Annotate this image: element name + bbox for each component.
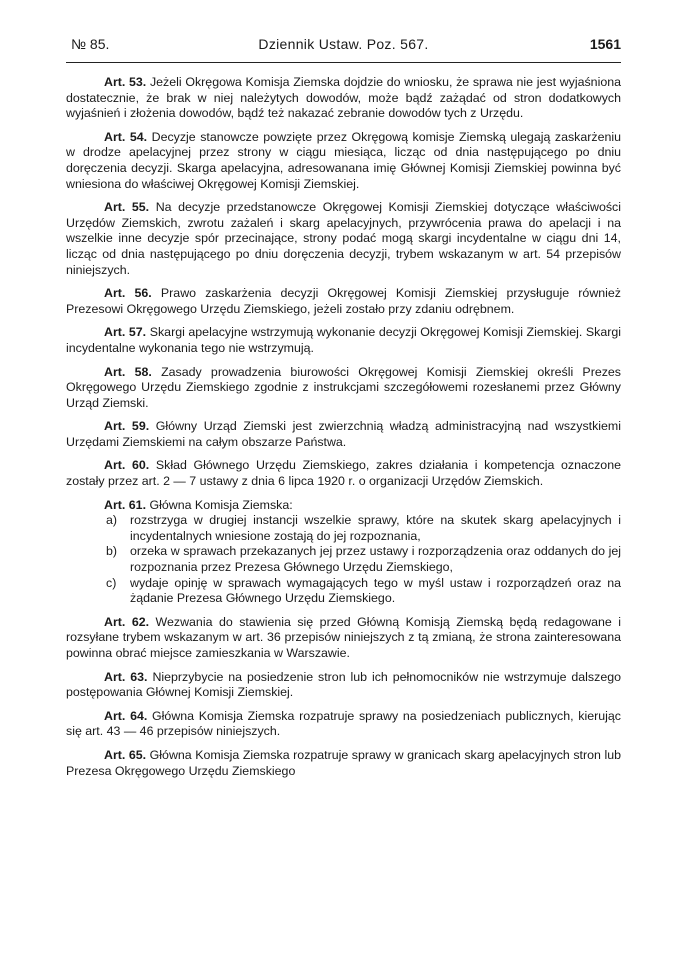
list-item-text: wydaje opinję w sprawach wymagających tego w myśl ustaw i rozporządzeń oraz na żądanie Prezesa Głównego Urzędu Ziemskiego. bbox=[130, 575, 621, 606]
article-56 bbox=[66, 286, 621, 317]
article-64 bbox=[66, 709, 621, 740]
article-60 bbox=[66, 458, 621, 489]
list-item bbox=[66, 544, 621, 575]
article-text: Główna Komisja Ziemska rozpatruje sprawy na posiedzeniach publicznych, kierując się art. 43 — 46 przepisów niniejszych. bbox=[66, 708, 621, 739]
article-label: Art. 61. bbox=[104, 497, 147, 512]
article-text: Nieprzybycie na posiedzenie stron lub ich pełnomocników nie wstrzymuje dalszego postępowania Głównej Komisji Ziemskiej. bbox=[66, 669, 621, 700]
article-label: Art. 57. bbox=[104, 325, 147, 340]
article-intro: Główna Komisja Ziemska: bbox=[149, 497, 293, 512]
article-57 bbox=[66, 325, 621, 356]
issue-number: № 85. bbox=[71, 36, 110, 52]
article-label: Art. 65. bbox=[104, 747, 147, 762]
article-label: Art. 59. bbox=[104, 419, 150, 434]
article-text: Prawo zaskarżenia decyzji Okręgowej Komisji Ziemskiej przysługuje również Prezesowi Okręgowego Urzędu Ziemskiego, jeżeli zostało przy zdaniu odrębnem. bbox=[66, 286, 621, 316]
article-text: Decyzje stanowcze powzięte przez Okręgową komisje Ziemską ulegają zaskarżeniu w drodze apelacyjnej przez strony w ciągu miesiąca, licząc od dnia następującego po dniu doręczenia decyzji. Skarga apelacyjna, adresowanana imię Głównej Komisji Ziemskiej powinna być wniesiona do właściwej Okręgowej Komisji Ziemskiej. bbox=[66, 129, 621, 191]
list-item bbox=[66, 513, 621, 544]
article-label: Art. 53. bbox=[104, 75, 147, 89]
page-header bbox=[66, 30, 621, 52]
article-65 bbox=[66, 748, 621, 779]
list-item-text: orzeka w sprawach przekazanych jej przez ustawy i rozporządzenia oraz oddanych do jej rozpoznania przez Prezesa Głównego Urzędu Ziemskiego, bbox=[130, 544, 621, 575]
article-59 bbox=[66, 419, 621, 450]
article-62 bbox=[66, 615, 621, 662]
article-63 bbox=[66, 670, 621, 701]
article-label: Art. 55. bbox=[104, 200, 150, 215]
list-marker: c) bbox=[106, 575, 117, 590]
article-label: Art. 64. bbox=[104, 708, 148, 723]
article-label: Art. 54. bbox=[104, 129, 148, 144]
article-61 bbox=[66, 498, 621, 514]
article-text: Jeżeli Okręgowa Komisja Ziemska dojdzie do wniosku, że sprawa nie jest wyjaśniona dostatecznie, że brak w niej należytych dowodów, może bądź zażądać od stron dodatkowych wyjaśnień i złożenia dowodów, bądź też nakazać zebranie dowodów tych z Urzędu. bbox=[66, 75, 621, 121]
document-page bbox=[66, 30, 621, 787]
list-marker: a) bbox=[106, 513, 118, 528]
list-item bbox=[66, 576, 621, 607]
article-58 bbox=[66, 365, 621, 412]
article-label: Art. 56. bbox=[104, 286, 152, 301]
journal-title: Dziennik Ustaw. Poz. 567. bbox=[258, 36, 429, 52]
article-label: Art. 58. bbox=[104, 364, 152, 379]
article-label: Art. 60. bbox=[104, 458, 150, 473]
article-text: Skład Głównego Urzędu Ziemskiego, zakres działania i kompetencja oznaczone zostały przez art. 2 — 7 ustawy z dnia 6 lipca 1920 r. o organizacji Urzędów Ziemskich. bbox=[66, 458, 621, 489]
article-text: Zasady prowadzenia biurowości Okręgowej Komisji Ziemskiej określi Prezes Okręgowego Urzędu Ziemskiego zgodnie z instrukcjami szczegółowemi rozesłanemi przez Główny Urząd Ziemski. bbox=[66, 364, 621, 410]
article-53 bbox=[66, 75, 621, 122]
article-61-list bbox=[66, 513, 621, 607]
article-54 bbox=[66, 130, 621, 192]
article-label: Art. 62. bbox=[104, 614, 150, 629]
article-text: Skargi apelacyjne wstrzymują wykonanie decyzji Okręgowej Komisji Ziemskiej. Skargi incydentalne wykonania tego nie wstrzymują. bbox=[66, 325, 622, 355]
article-text: Wezwania do stawienia się przed Główną Komisją Ziemską będą redagowane i rozsyłane trybem wskazanym w art. 36 przepisów niniejszych z tą zmianą, że strona zainteresowana powinna obrać miejsce zamieszkania w Warszawie. bbox=[66, 614, 621, 660]
list-marker: b) bbox=[106, 544, 118, 559]
article-55 bbox=[66, 200, 621, 278]
article-text: Główna Komisja Ziemska rozpatruje sprawy w granicach skarg apelacyjnych stron lub Prezesa Okręgowego Urzędu Ziemskiego bbox=[66, 747, 621, 778]
article-text: Główny Urząd Ziemski jest zwierzchnią władzą administracyjną nad wszystkiemi Urzędami Ziemskiemi na całym obszarze Państwa. bbox=[66, 419, 622, 449]
list-item-text: rozstrzyga w drugiej instancji wszelkie sprawy, które na skutek skarg apelacyjnych i incydentalnych wniesione zostają do jej rozpoznania, bbox=[130, 513, 621, 543]
article-text: Na decyzje przedstanowcze Okręgowej Komisji Ziemskiej dotyczące właściwości Urzędów Ziemskich, zwrotu zażaleń i skarg apelacyjnych, przywrócenia prawa do apelacji i na wszelkie inne decyzje spór przecinające, strony podać mogą skargi incydentalne w ciągu dni 14, licząc od dnia następującego po dniu doręczenia decyzji, trybem wskazanym w art. 54 przepisów niniejszych. bbox=[66, 200, 621, 277]
page-number: 1561 bbox=[589, 36, 621, 52]
header-rule bbox=[66, 62, 621, 63]
article-label: Art. 63. bbox=[104, 669, 148, 684]
